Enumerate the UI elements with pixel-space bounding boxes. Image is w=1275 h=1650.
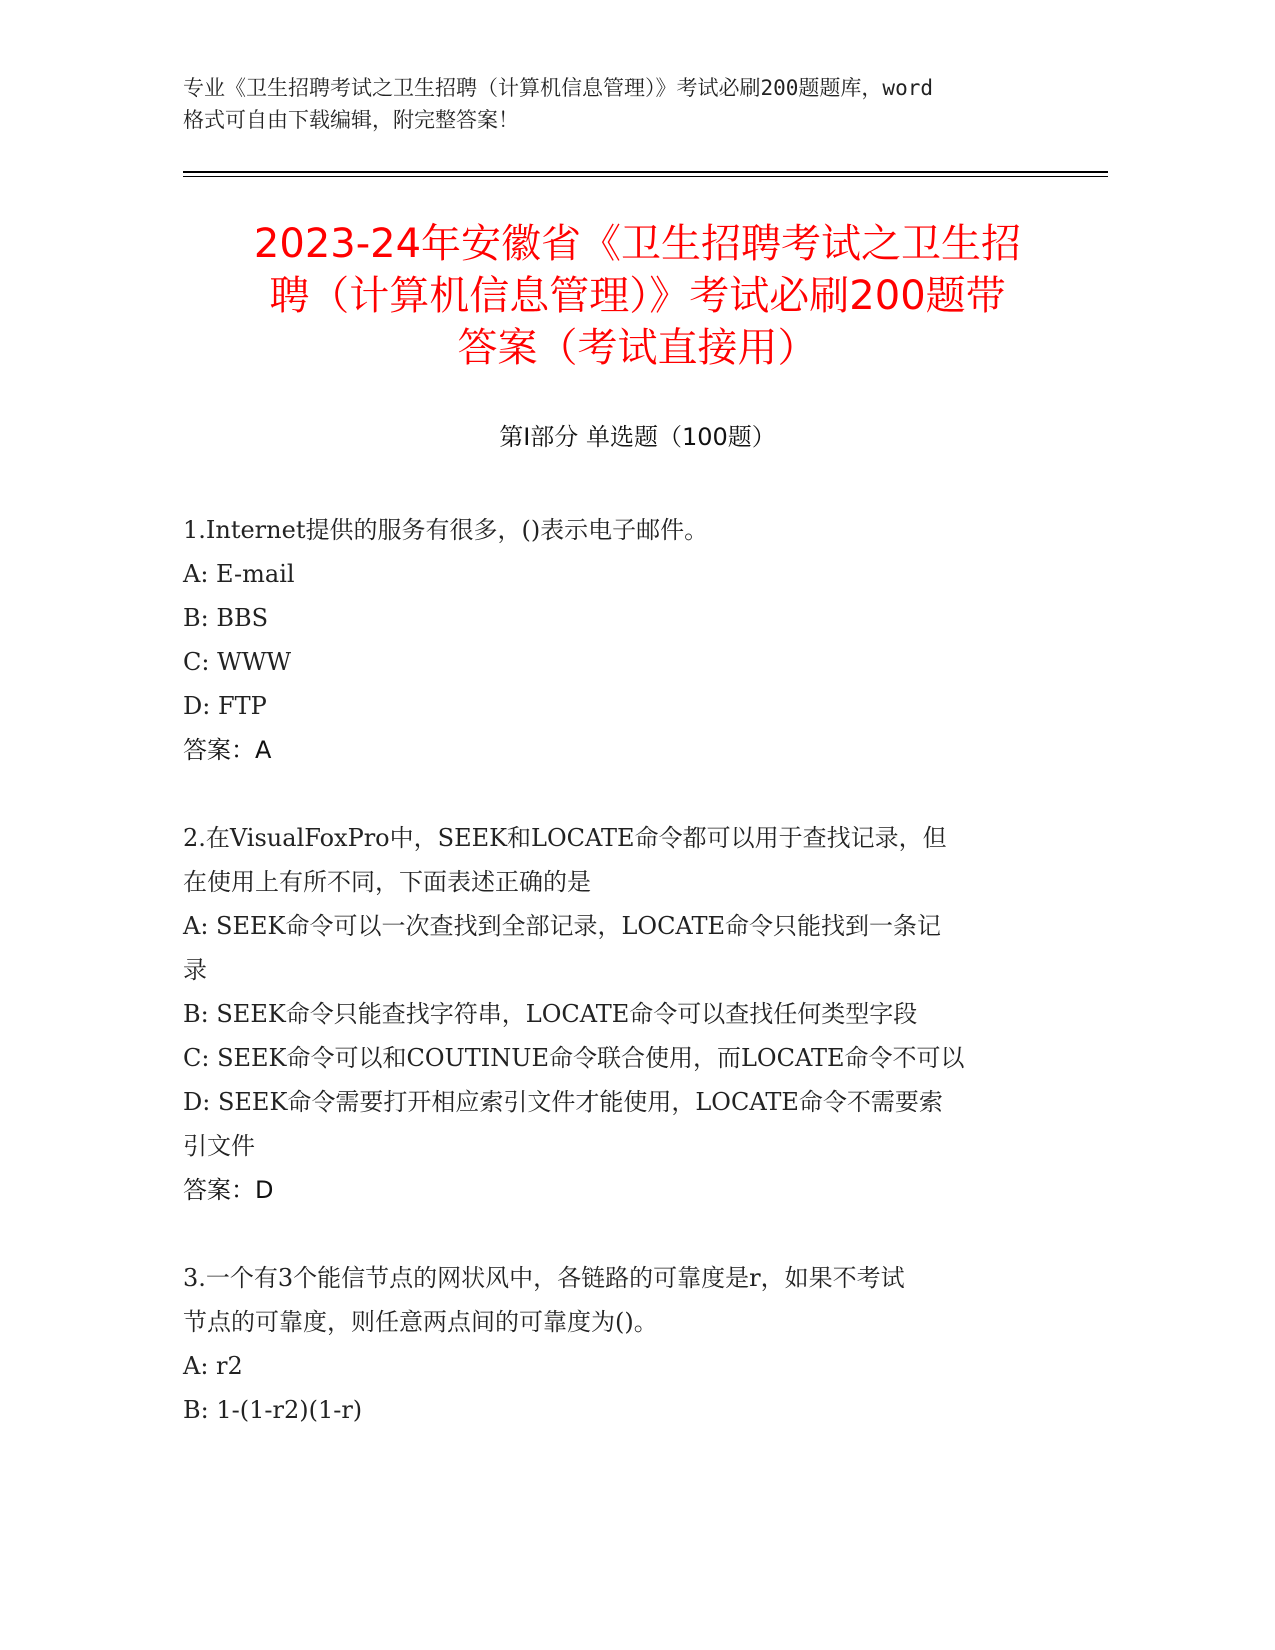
question-text: 3.一个有3个能信节点的网状风中，各链路的可靠度是r，如果不考试 [183, 1264, 905, 1292]
document-title-line: 2023-24年安徽省《卫生招聘考试之卫生招 [253, 221, 1022, 267]
option-a: A: E-mail [183, 560, 295, 588]
header-divider [183, 171, 1108, 173]
question-list [183, 508, 1063, 1432]
answer: 答案：D [183, 1176, 274, 1204]
header-note [183, 72, 1083, 136]
document-title [150, 218, 1125, 374]
question-text: 1.Internet提供的服务有很多，()表示电子邮件。 [183, 516, 709, 544]
option-a: A: SEEK命令可以一次查找到全部记录，LOCATE命令只能找到一条记 [183, 912, 941, 940]
option-b: B: BBS [183, 604, 269, 632]
option-d-continued: 引文件 [183, 1132, 255, 1160]
section-title: 第Ⅰ部分 单选题（100题） [499, 423, 776, 451]
option-b: B: SEEK命令只能查找字符串，LOCATE命令可以查找任何类型字段 [183, 1000, 918, 1028]
option-b: B: 1-(1-r2)(1-r) [183, 1396, 363, 1424]
question-block [183, 816, 1063, 1212]
question-gap [183, 1212, 1063, 1256]
header-divider-thin [183, 176, 1108, 177]
option-d: D: SEEK命令需要打开相应索引文件才能使用，LOCATE命令不需要索 [183, 1088, 943, 1116]
document-title-line: 答案（考试直接用） [457, 325, 818, 371]
option-a-continued: 录 [183, 956, 207, 984]
option-c: C: SEEK命令可以和COUTINUE命令联合使用，而LOCATE命令不可以 [183, 1044, 965, 1072]
header-note-line: 格式可自由下载编辑，附完整答案！ [183, 108, 519, 132]
question-text: 在使用上有所不同，下面表述正确的是 [183, 868, 591, 896]
question-gap [183, 772, 1063, 816]
question-block [183, 508, 1063, 772]
header-note-line: 专业《卫生招聘考试之卫生招聘（计算机信息管理）》考试必刷200题题库，word [183, 76, 933, 100]
option-c: C: WWW [183, 648, 292, 676]
option-d: D: FTP [183, 692, 267, 720]
answer: 答案：A [183, 736, 272, 764]
question-text: 2.在VisualFoxPro中，SEEK和LOCATE命令都可以用于查找记录，但 [183, 824, 947, 852]
question-text: 节点的可靠度，则任意两点间的可靠度为()。 [183, 1308, 658, 1336]
question-block [183, 1256, 1063, 1432]
option-a: A: r2 [183, 1352, 243, 1380]
document-title-line: 聘（计算机信息管理）》考试必刷200题带 [269, 273, 1006, 319]
